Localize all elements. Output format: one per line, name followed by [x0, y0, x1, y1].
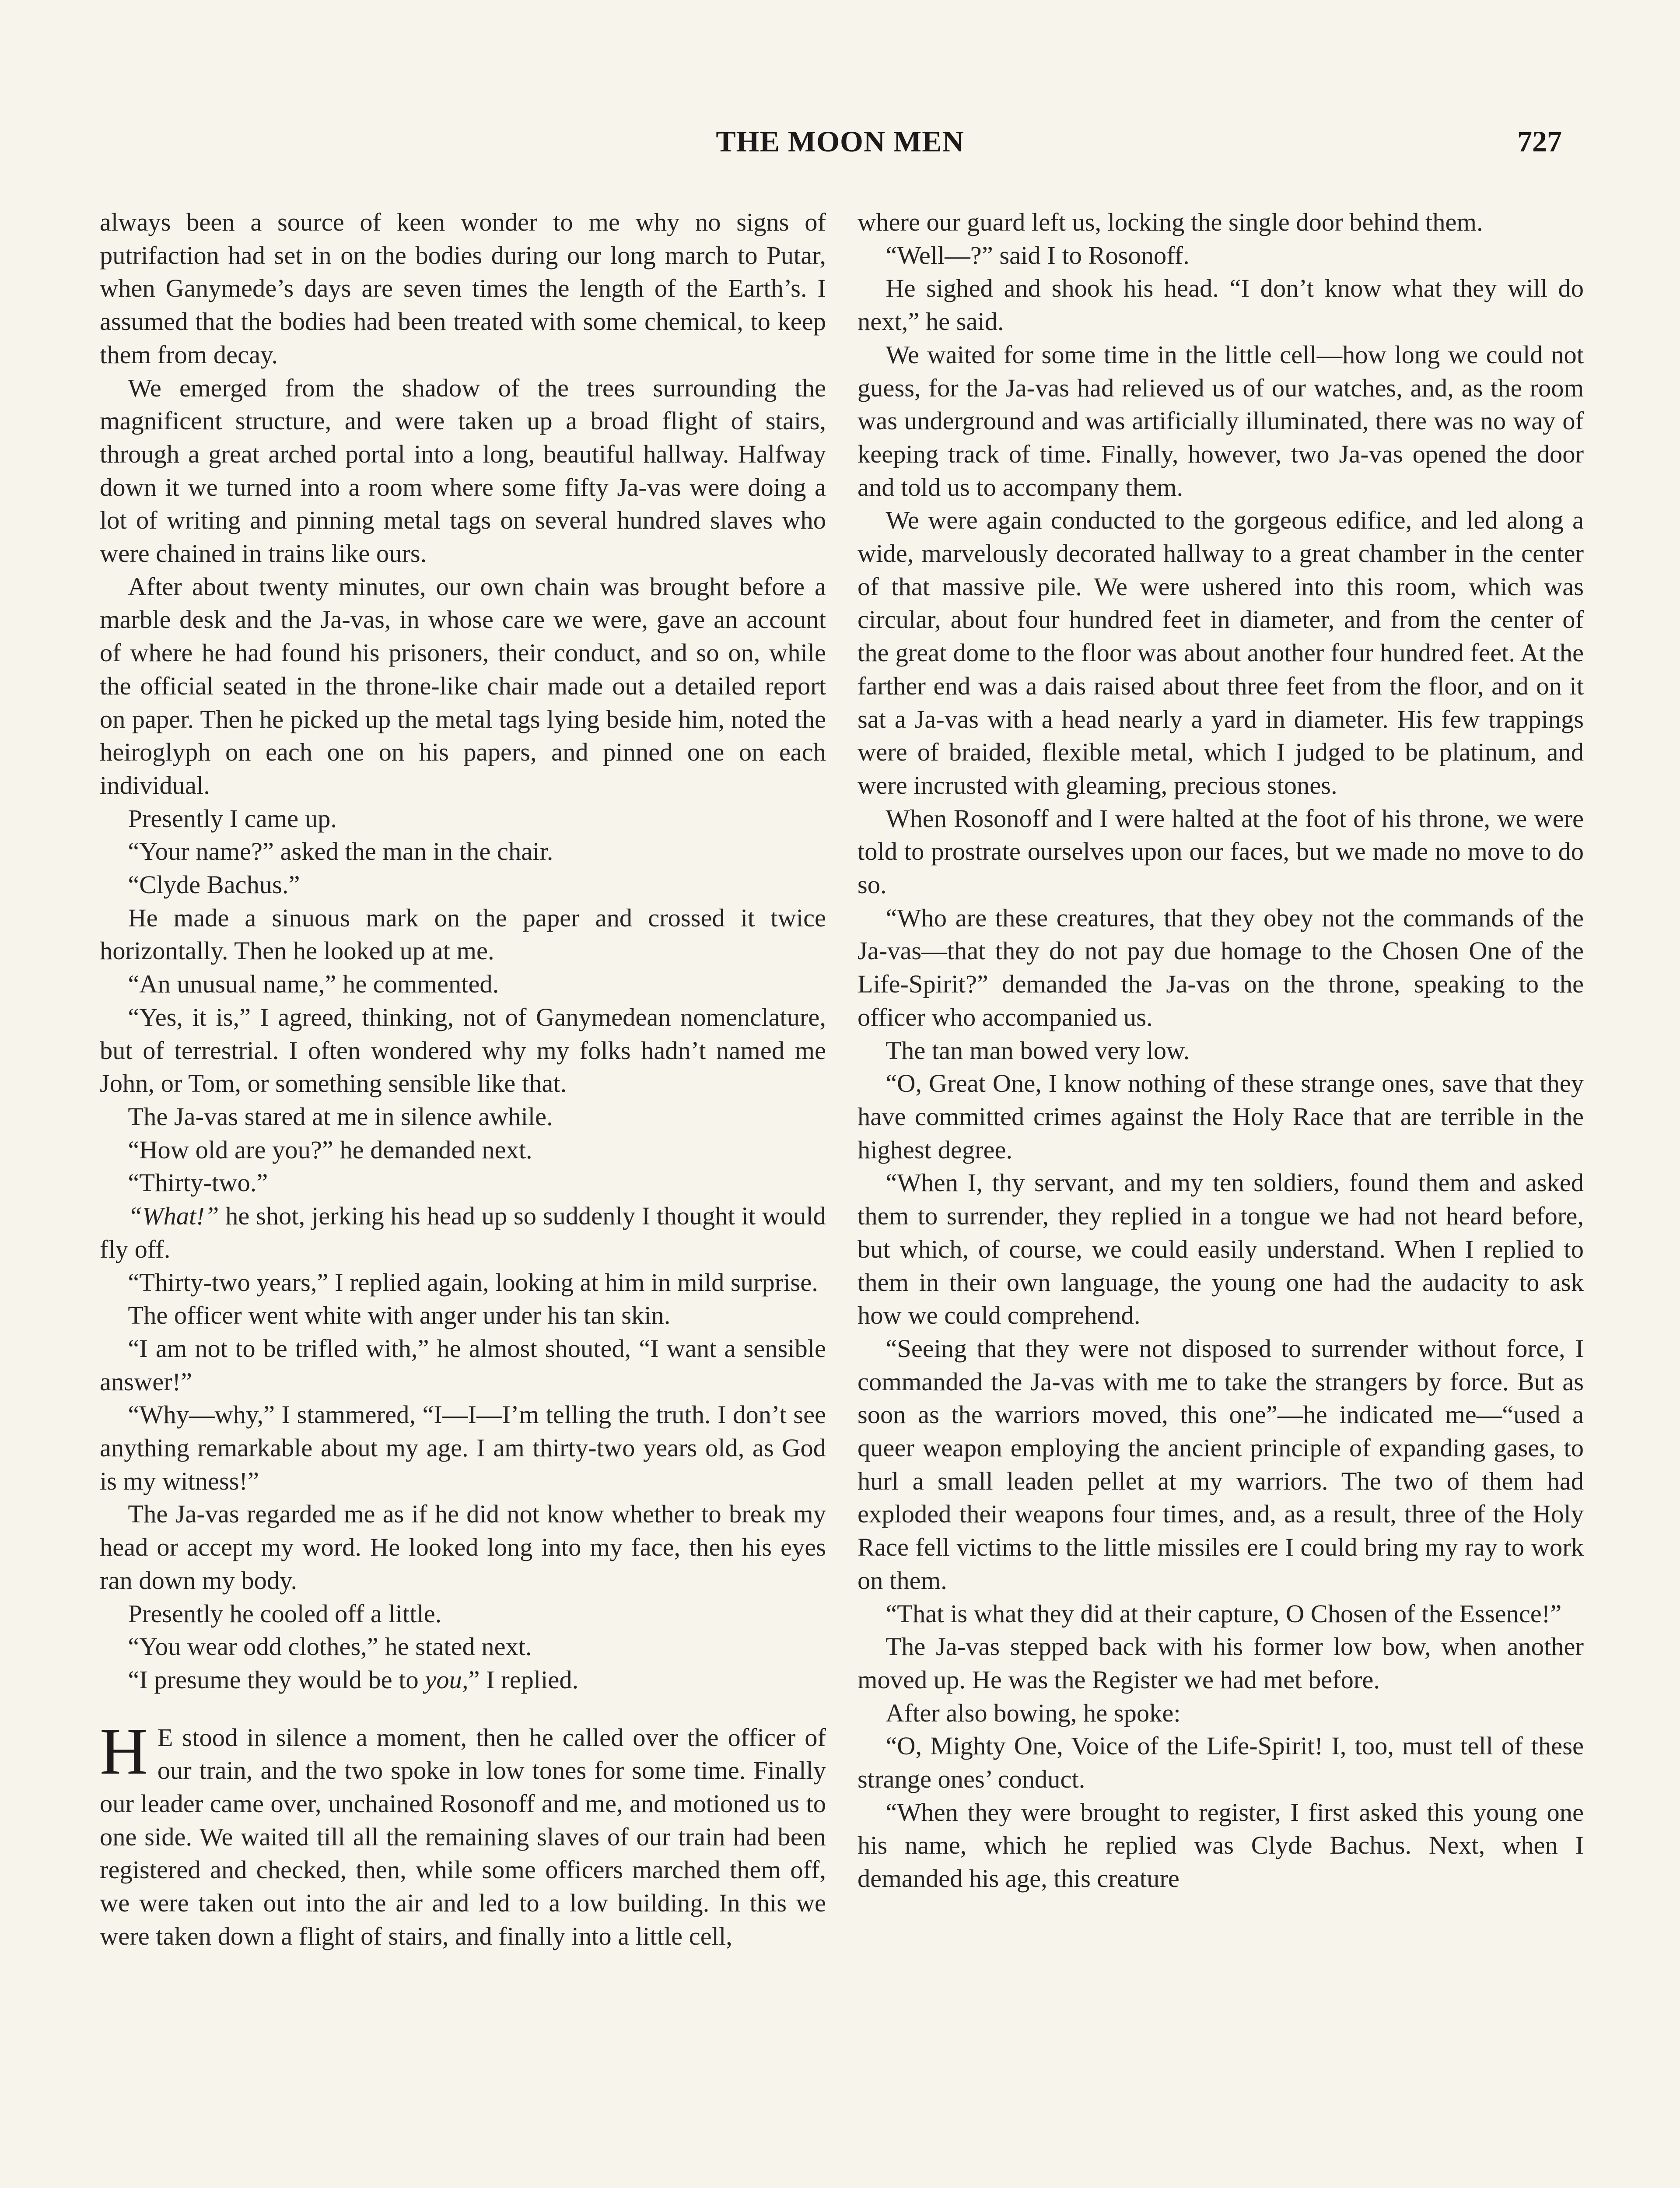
drop-cap: H	[100, 1714, 148, 1788]
paragraph: “Thirty-two.”	[128, 1168, 268, 1197]
paragraph: “O, Mighty One, Voice of the Life-Spirit! I, too, must tell of these strange ones’ conduct.	[858, 1732, 1584, 1794]
paragraph: “Clyde Bachus.”	[128, 870, 300, 899]
running-header-title: THE MOON MEN	[716, 125, 964, 158]
paragraph: “Yes, it is,” I agreed, thinking, not of Ganymedean nomenclature, but of terrestrial. I often wondered why my folks hadn’t named me John, or Tom, or something sensible like that.	[100, 1003, 826, 1098]
paragraph: Presently I came up.	[128, 804, 337, 833]
paragraph: “Well—?” said I to Rosonoff.	[886, 241, 1190, 270]
paragraph: “How old are you?” he demanded next.	[128, 1135, 532, 1164]
paragraph: He made a sinuous mark on the paper and crossed it twice horizontally. Then he looked up at me.	[100, 903, 826, 965]
paragraph: We waited for some time in the little cell—how long we could not guess, for the Ja-vas had relieved us of our watches, and, as the room was underground and was artificially illuminated, there was no way of keeping track of time. Finally, however, two Ja-vas opened the door and told us to accompany them.	[858, 340, 1584, 501]
right-text-column	[858, 206, 1584, 1895]
section-opening-paragraph	[100, 1714, 826, 1953]
paragraph-text: he shot, jerking his head up so suddenly I thought it would fly off.	[100, 1202, 826, 1263]
paragraph: The officer went white with anger under his tan skin.	[128, 1301, 671, 1330]
paragraph: “An unusual name,” he commented.	[128, 970, 499, 999]
paragraph: We emerged from the shadow of the trees surrounding the magnificent structure, and were taken up a broad flight of stairs, through a great arched portal into a long, beautiful hallway. Halfway down it we turned into a room where some fifty Ja-vas were doing a lot of writing and pinning metal tags on several hundred slaves who were chained in trains like ours.	[100, 373, 826, 568]
paragraph: When Rosonoff and I were halted at the foot of his throne, we were told to prostrate ourselves upon our faces, but we made no move to do so.	[858, 804, 1584, 899]
left-text-column	[100, 206, 826, 1953]
paragraph: After about twenty minutes, our own chain was brought before a marble desk and the Ja-vas, in whose care we were, gave an account of where he had found his prisoners, their conduct, and so on, while the official seated in the throne-like chair made out a detailed report on paper. Then he picked up the metal tags lying beside him, noted the heiroglyph on each one on his papers, and pinned one on each individual.	[100, 572, 826, 799]
paragraph: “When I, thy servant, and my ten soldiers, found them and asked them to surrender, they replied in a tongue we had not heard before, but which, of course, we could easily understand. When I replied to them in their own language, the young one had the audacity to ask how we could comprehend.	[858, 1168, 1584, 1330]
paragraph: “That is what they did at their capture, O Chosen of the Essence!”	[886, 1599, 1562, 1628]
paragraph	[100, 1199, 826, 1266]
paragraph: We were again conducted to the gorgeous edifice, and led along a wide, marvelously decorated hallway to a great chamber in the center of that massive pile. We were ushered into this room, which was circular, about four hundred feet in diameter, and from the center of the great dome to the floor was about another four hundred feet. At the farther end was a dais raised about three feet from the floor, and on it sat a Ja-vas with a head nearly a yard in diameter. His few trappings were of braided, flexible metal, which I judged to be platinum, and were incrusted with gleaming, precious stones.	[858, 506, 1584, 799]
paragraph: “Your name?” asked the man in the chair.	[128, 837, 553, 866]
paragraph: The Ja-vas regarded me as if he did not know whether to break my head or accept my word. He looked long into my face, then his eyes ran down my body.	[100, 1500, 826, 1595]
paragraph: “Seeing that they were not disposed to surrender without force, I commanded the Ja-vas with me to take the strangers by force. But as soon as the warriors moved, this one”—he indicated me—“used a queer weapon employing the ancient principle of expanding gases, to hurl a small leaden pellet at my warriors. The two of them had exploded their weapons four times, and, as a result, three of the Holy Race fell victims to the little missiles ere I could bring my ray to work on them.	[858, 1334, 1584, 1595]
paragraph: “O, Great One, I know nothing of these strange ones, save that they have committed crimes against the Holy Race that are terrible in the highest degree.	[858, 1069, 1584, 1164]
paragraph: The tan man bowed very low.	[886, 1036, 1190, 1065]
paragraph: “When they were brought to register, I first asked this young one his name, which he replied was Clyde Bachus. Next, when I demanded his age, this creature	[858, 1798, 1584, 1893]
paragraph-text: E stood in silence a moment, then he called over the officer of our train, and the two spoke in low tones for some time. Finally our leader came over, unchained Rosonoff and me, and motioned us to one side. We waited till all the remaining slaves of our train had been registered and checked, then, while some officers marched them off, we were taken out into the air and led to a low building. In this we were taken down a flight of stairs, and finally into a little cell,	[100, 1723, 826, 1950]
paragraph: He sighed and shook his head. “I don’t know what they will do next,” he said.	[858, 274, 1584, 336]
paragraph-text: ” I replied.	[468, 1665, 579, 1694]
italic-word: you,	[425, 1665, 469, 1694]
paragraph-text: “I presume they would be to	[128, 1665, 419, 1694]
paragraph: “Why—why,” I stammered, “I—I—I’m telling the truth. I don’t see anything remarkable about my age. I am thirty-two years old, as God is my witness!”	[100, 1400, 826, 1495]
paragraph: “Who are these creatures, that they obey not the commands of the Ja-vas—that they do not pay due homage to the Chosen One of the Life-Spirit?” demanded the Ja-vas on the throne, speaking to the officer who accompanied us.	[858, 903, 1584, 1031]
paragraph: “You wear odd clothes,” he stated next.	[128, 1632, 532, 1661]
paragraph: where our guard left us, locking the single door behind them.	[858, 208, 1483, 236]
paragraph: always been a source of keen wonder to me why no signs of putrifaction had set in on the bodies during our long march to Putar, when Ganymede’s days are seven times the length of the Earth’s. I assumed that the bodies had been treated with some chemical, to keep them from decay.	[100, 208, 826, 369]
paragraph: The Ja-vas stepped back with his former low bow, when another moved up. He was the Register we had met before.	[858, 1632, 1584, 1694]
paragraph: “Thirty-two years,” I replied again, looking at him in mild surprise.	[128, 1268, 818, 1297]
paragraph: After also bowing, he spoke:	[886, 1698, 1181, 1727]
paragraph: Presently he cooled off a little.	[128, 1599, 442, 1628]
italic-exclamation: “What!”	[128, 1202, 219, 1231]
paragraph: The Ja-vas stared at me in silence awhile.	[128, 1102, 553, 1131]
paragraph: “I am not to be trifled with,” he almost shouted, “I want a sensible answer!”	[100, 1334, 826, 1396]
page-number: 727	[1517, 125, 1562, 158]
paragraph	[100, 1663, 826, 1697]
